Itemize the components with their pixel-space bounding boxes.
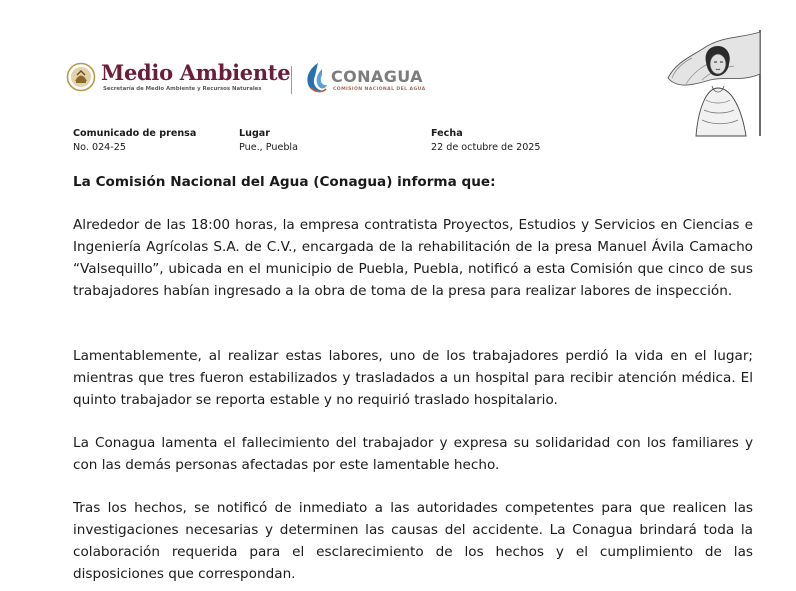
release-label: Comunicado de prensa — [73, 128, 197, 139]
agency-title: Medio Ambiente — [101, 60, 291, 85]
letterhead — [0, 0, 796, 130]
paragraph-condolences: La Conagua lamenta el fallecimiento del trabajador y expresa su solidaridad con los familiares y con las demás personas afectadas por este lamentable hecho. — [73, 435, 753, 473]
release-number: No. 024-25 — [73, 142, 126, 153]
conagua-subtitle: COMISIÓN NACIONAL DEL AGUA — [333, 87, 426, 92]
date-value: 22 de octubre de 2025 — [431, 142, 541, 153]
date-label: Fecha — [431, 128, 463, 139]
paragraph-investigation: Tras los hechos, se notificó de inmediato a las autoridades competentes para que realicen las investigaciones necesarias y determinen las causas del accidente. La Conagua brindará toda la colaboración requerida para el esclarecimiento de los hechos y el cumplimiento de las disposiciones que correspondan. — [73, 500, 753, 582]
paragraph-incident: Alrededor de las 18:00 horas, la empresa contratista Proyectos, Estudios y Servicios en Ciencias e Ingeniería Agrícolas S.A. de C.V., encargada de la rehabilitación de la presa Manuel Ávila Camacho “Valsequillo”, ubicada en el municipio de Puebla, Puebla, notificó a esta Comisión que cinco de sus trabajadores habían ingresado a la obra de toma de la presa para realizar labores de inspección. — [73, 217, 753, 299]
statement-heading: La Comisión Nacional del Agua (Conagua) informa que: — [73, 174, 496, 190]
conagua-logo-icon — [303, 61, 329, 95]
place-label: Lugar — [239, 128, 271, 139]
conagua-title: CONAGUA — [331, 67, 423, 86]
logo-divider — [291, 66, 292, 94]
woman-with-flag-illustration — [662, 28, 772, 138]
coat-of-arms-icon — [66, 62, 96, 92]
paragraph-casualties: Lamentablemente, al realizar estas labores, uno de los trabajadores perdió la vida en el lugar; mientras que tres fueron estabilizados y trasladados a un hospital para recibir atención médica. El quinto trabajador se reporta estable y no requirió traslado hospitalario. — [73, 348, 753, 408]
place-value: Pue., Puebla — [239, 142, 298, 153]
agency-subtitle: Secretaría de Medio Ambiente y Recursos Naturales — [103, 86, 262, 92]
